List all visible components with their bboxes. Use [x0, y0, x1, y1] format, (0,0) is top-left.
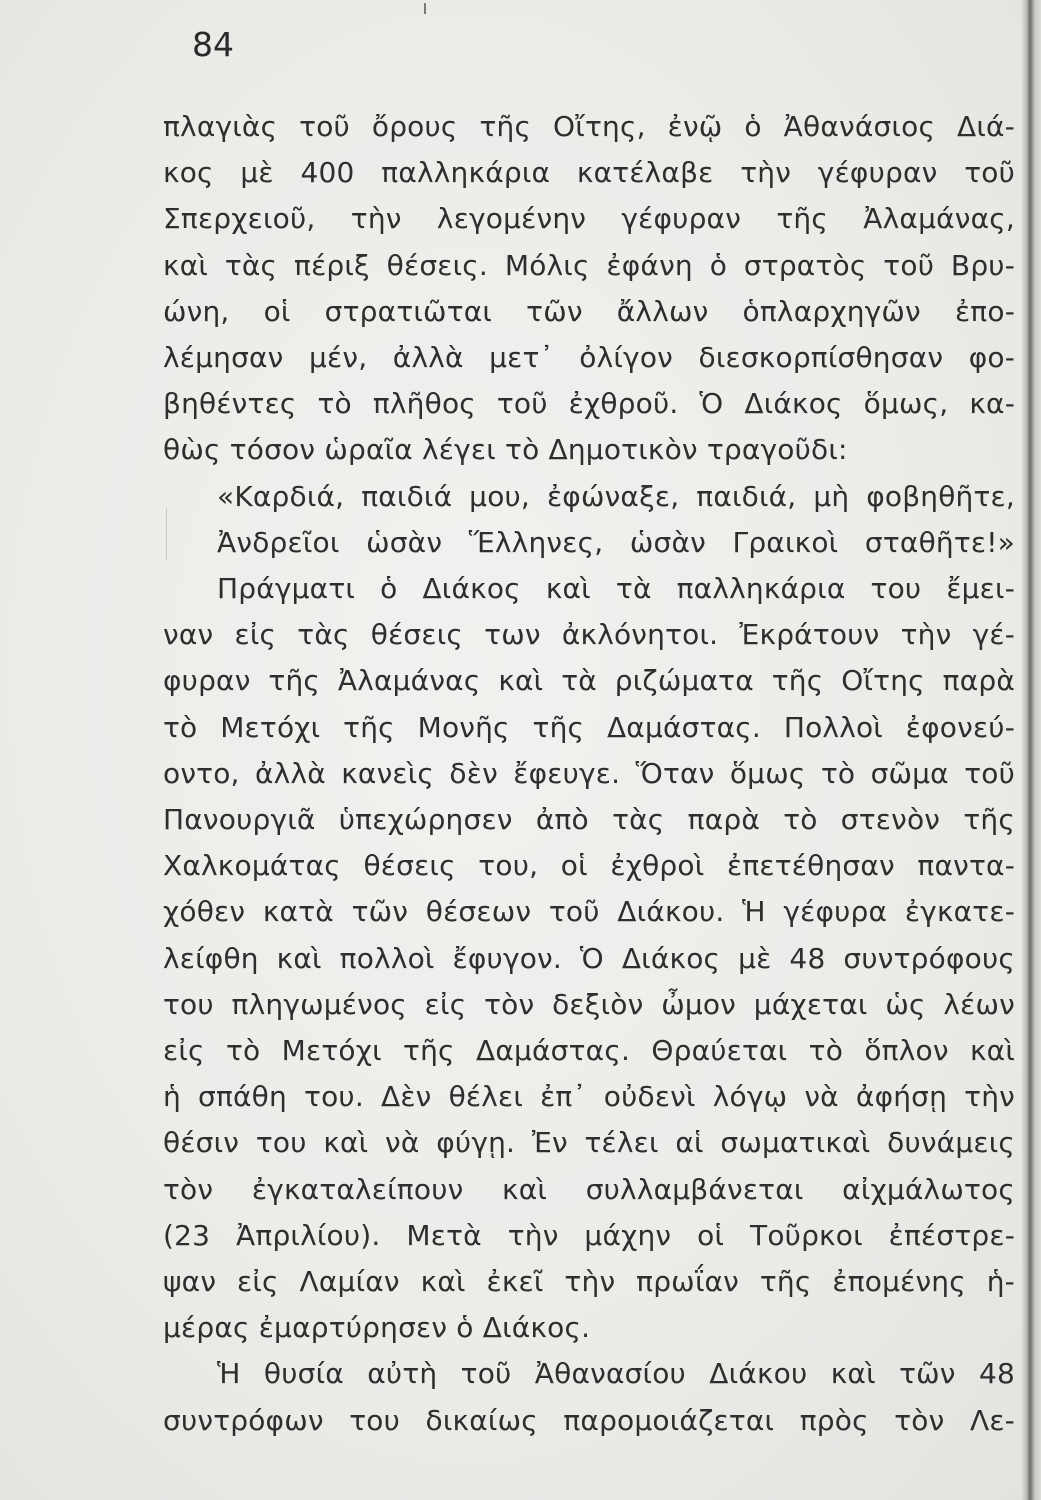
verse-quote	[163, 474, 1015, 566]
text-line: φυραν τῆς Ἀλαμάνας καὶ τὰ ριζώματα τῆς Οἴτης παρὰ	[163, 664, 1015, 698]
paragraph	[163, 104, 1015, 474]
text-line: Πανουργιᾶ ὑπεχώρησεν ἀπὸ τὰς παρὰ τὸ στενὸν τῆς	[163, 803, 1015, 837]
text-line: λέμησαν μέν, ἀλλὰ μετ᾿ ὀλίγον διεσκορπίσθησαν φο-	[163, 341, 1015, 375]
text-line: θὼς τόσον ὡραῖα λέγει τὸ Δημοτικὸν τραγοῦδι:	[163, 433, 848, 467]
text-line: τὸ Μετόχι τῆς Μονῆς τῆς Δαμάστας. Πολλοὶ ἐφονεύ-	[163, 710, 1015, 744]
text-line: ναν εἰς τὰς θέσεις των ἀκλόνητοι. Ἐκράτουν τὴν γέ-	[163, 618, 1015, 652]
text-line: του πληγωμένος εἰς τὸν δεξιὸν ὦμον μάχεται ὡς λέων	[163, 987, 1015, 1021]
text-line: εἰς τὸ Μετόχι τῆς Δαμάστας. Θραύεται τὸ ὅπλον καὶ	[163, 1034, 1015, 1068]
text-line: μέρας ἐμαρτύρησεν ὁ Διάκος.	[163, 1311, 591, 1345]
text-line: βηθέντες τὸ πλῆθος τοῦ ἐχθροῦ. Ὁ Διάκος ὅμως, κα-	[163, 387, 1015, 421]
page-edge-shadow	[1022, 0, 1041, 1500]
page-body	[163, 104, 1015, 1444]
paragraph	[163, 1351, 1015, 1443]
text-line: καὶ τὰς πέριξ θέσεις. Μόλις ἐφάνη ὁ στρατὸς τοῦ Βρυ-	[163, 248, 1015, 282]
text-line: χόθεν κατὰ τῶν θέσεων τοῦ Διάκου. Ἡ γέφυρα ἐγκατε-	[163, 895, 1015, 929]
text-line: Πράγματι ὁ Διάκος καὶ τὰ παλληκάρια του ἔμει-	[217, 572, 1015, 606]
text-line: οντο, ἀλλὰ κανεὶς δὲν ἔφευγε. Ὅταν ὅμως τὸ σῶμα τοῦ	[163, 756, 1015, 790]
text-line: ώνη, οἱ στρατιῶται τῶν ἄλλων ὁπλαρχηγῶν ἐπο-	[163, 294, 1015, 328]
text-line: Σπερχειοῦ, τὴν λεγομένην γέφυραν τῆς Ἀλαμάνας,	[163, 202, 1015, 236]
quote-line: Ἀνδρεῖοι ὡσὰν Ἕλληνες, ὡσὰν Γραικοὶ σταθῆτε!»	[217, 525, 1015, 559]
text-line: πλαγιὰς τοῦ ὄρους τῆς Οἴτης, ἐνῷ ὁ Ἀθανάσιος Διά-	[163, 110, 1015, 143]
text-line: θέσιν του καὶ νὰ φύγῃ. Ἐν τέλει αἱ σωματικαὶ δυνάμεις	[163, 1126, 1015, 1160]
text-line: συντρόφων του δικαίως παρομοιάζεται πρὸς τὸν Λε-	[163, 1403, 1015, 1437]
quote-line: «Καρδιά, παιδιά μου, ἐφώναξε, παιδιά, μὴ φοβηθῆτε,	[217, 479, 1015, 513]
scan-mark	[424, 3, 426, 14]
text-line: Ἡ θυσία αὐτὴ τοῦ Ἀθανασίου Διάκου καὶ τῶν 48	[217, 1357, 1015, 1391]
text-line: κος μὲ 400 παλληκάρια κατέλαβε τὴν γέφυραν τοῦ	[163, 156, 1015, 190]
text-line: Χαλκομάτας θέσεις του, οἱ ἐχθροὶ ἐπετέθησαν παντα-	[163, 849, 1015, 883]
text-line: (23 Ἀπριλίου). Μετὰ τὴν μάχην οἱ Τοῦρκοι ἐπέστρε-	[163, 1218, 1015, 1252]
page-number: 84	[192, 25, 234, 64]
text-line: ψαν εἰς Λαμίαν καὶ ἐκεῖ τὴν πρωΐαν τῆς ἐπομένης ἡ-	[163, 1265, 1015, 1299]
paragraph	[163, 566, 1015, 1351]
text-line: τὸν ἐγκαταλείπουν καὶ συλλαμβάνεται αἰχμάλωτος	[163, 1172, 1015, 1206]
text-line: λείφθη καὶ πολλοὶ ἔφυγον. Ὁ Διάκος μὲ 48 συντρόφους	[163, 941, 1015, 975]
text-line: ἡ σπάθη του. Δὲν θέλει ἐπ᾿ οὐδενὶ λόγῳ νὰ ἀφήσῃ τὴν	[163, 1080, 1015, 1114]
